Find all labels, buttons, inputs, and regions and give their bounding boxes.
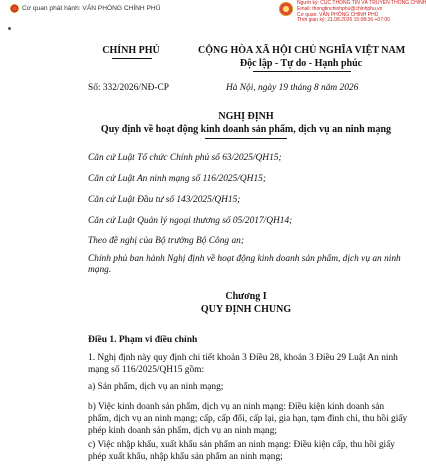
- chapter-number: Chương I: [225, 291, 267, 302]
- signature-line: Cơ quan: VĂN PHÒNG CHÍNH PHỦ: [297, 11, 379, 18]
- clause-point: c) Việc nhập khẩu, xuất khẩu sản phẩm an ninh mạng: Điều kiện cấp, thu hồi giấy phép xuất khẩu, nhập khẩu sản phẩm an ninh mạng;: [88, 440, 395, 462]
- document-subject: Quy định về hoạt động kinh doanh sản phẩm, dịch vụ an ninh mạng: [100, 124, 392, 135]
- motto-underline: [253, 71, 351, 72]
- document-type: NGHỊ ĐỊNH: [218, 111, 274, 122]
- article-clause: 1. Nghị định này quy định chi tiết khoản 3 Điều 28, khoản 3 Điều 29 Luật An ninh mạng số 116/2025/QH15 gồm:: [88, 353, 398, 375]
- national-motto: Độc lập - Tự do - Hạnh phúc: [239, 58, 363, 69]
- signature-seal-icon: [279, 2, 293, 16]
- legal-basis: Căn cứ Luật Quản lý ngoại thương số 05/2017/QH14;: [88, 216, 293, 226]
- issuer-underline: [112, 58, 152, 59]
- signature-line: Thời gian ký: 21.08.2026 15:08:36 +07:00: [297, 17, 390, 24]
- legal-basis: Căn cứ Luật An ninh mạng số 116/2025/QH15;: [88, 174, 266, 184]
- promulgation-statement: Chính phủ ban hành Nghị định về hoạt động kinh doanh sản phẩm, dịch vụ an ninh mạng.: [88, 254, 401, 275]
- topbar-label: Cơ quan phát hành: VĂN PHÒNG CHÍNH PHỦ: [22, 5, 161, 12]
- issuer-topbar: [10, 4, 160, 13]
- document-number: Số: 332/2026/NĐ-CP: [88, 83, 170, 93]
- legal-basis: Căn cứ Luật Tổ chức Chính phủ số 63/2025/QH15;: [88, 153, 282, 163]
- place-date: Hà Nội, ngày 19 tháng 8 năm 2026: [226, 83, 359, 93]
- page-mark: [8, 27, 11, 30]
- legal-basis: Căn cứ Luật Đầu tư số 143/2025/QH15;: [88, 195, 241, 205]
- article-heading: Điều 1. Phạm vi điều chỉnh: [88, 335, 198, 345]
- chapter-name: QUY ĐỊNH CHUNG: [200, 304, 292, 315]
- clause-point: a) Sản phẩm, dịch vụ an ninh mạng;: [88, 382, 224, 392]
- digital-signature-block: [297, 1, 426, 24]
- clause-point: b) Việc kinh doanh sản phẩm, dịch vụ an ninh mạng: Điều kiện kinh doanh sản phẩm, dịch vụ an ninh mạng; cấp, cấp đổi, cấp lại, gia hạn, tạm đình chỉ, thu hồi giấy phép kinh doanh sản phẩm, dịch vụ an ninh mạng;: [88, 402, 408, 436]
- signature-line: Người ký: CỤC THÔNG TIN VÀ TRUYỀN THÔNG CHÍNH: [297, 0, 426, 6]
- signature-line: Email: thongtinchinhphu@chinhphu.vn: [297, 5, 383, 12]
- proposal-note: Theo đề nghị của Bộ trưởng Bộ Công an;: [88, 236, 244, 246]
- nation-name: CỘNG HÒA XÃ HỘI CHỦ NGHĨA VIỆT NAM: [198, 45, 406, 56]
- title-underline: [205, 138, 287, 139]
- issuer-name: CHÍNH PHỦ: [102, 45, 160, 56]
- government-seal-icon: [10, 4, 19, 13]
